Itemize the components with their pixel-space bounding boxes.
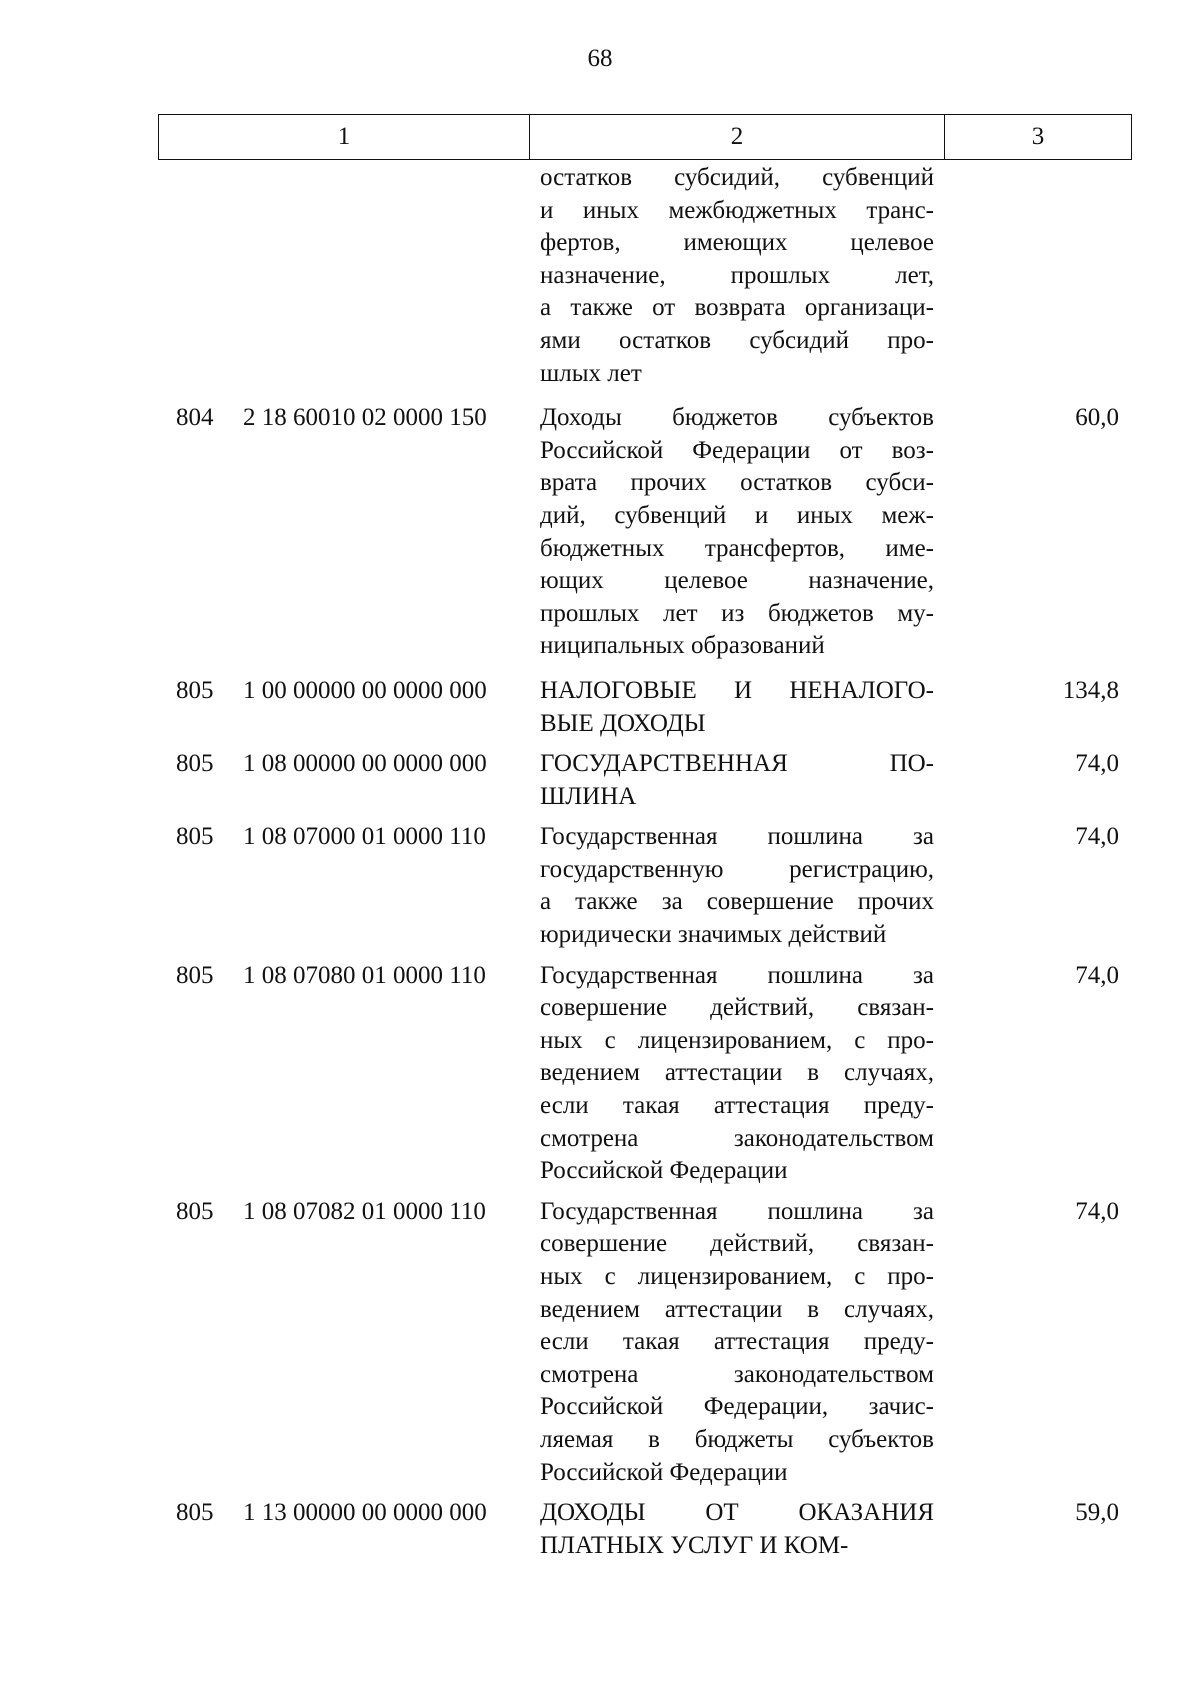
income-name-line: смотрена законодательством	[540, 1124, 934, 1152]
income-name-line: ных с лицензированием, с про-	[540, 1263, 934, 1290]
budget-classification-code: 2 18 60010 02 0000 150	[243, 404, 487, 432]
amount: 59,0	[1075, 1499, 1119, 1527]
income-name-line: назначение, прошлых лет,	[540, 261, 934, 289]
amount: 74,0	[1075, 750, 1119, 778]
amount: 74,0	[1075, 961, 1119, 989]
income-name-line: совершение действий, связан-	[540, 1230, 934, 1258]
header-col-3: 3	[1031, 123, 1045, 150]
header-col-2: 2	[530, 115, 945, 159]
income-name-line: ных с лицензированием, с про-	[540, 1026, 934, 1054]
page-number: 68	[587, 45, 613, 72]
income-name-line: прошлых лет из бюджетов му-	[540, 599, 934, 627]
income-name-line: врата прочих остатков субси-	[540, 469, 934, 497]
table-row	[0, 1196, 1200, 1489]
income-name-line: ведением аттестации в случаях,	[540, 1295, 934, 1323]
income-name	[540, 675, 934, 740]
income-name-line: ПЛАТНЫХ УСЛУГ И КОМ-	[540, 1531, 849, 1559]
income-name-line: ведением аттестации в случаях,	[540, 1059, 934, 1087]
table-row	[0, 748, 1200, 813]
table-row	[0, 821, 1200, 951]
income-name-line: остатков субсидий, субвенций	[540, 164, 934, 191]
table-row	[0, 675, 1200, 740]
income-name-line: Доходы бюджетов субъектов	[540, 404, 934, 432]
admin-code: 805	[176, 1499, 214, 1527]
income-name-line: ГОСУДАРСТВЕННАЯ ПО-	[540, 750, 934, 778]
income-name-line: дий, субвенций и иных меж-	[540, 501, 934, 529]
table-row	[0, 960, 1200, 1188]
income-name-line: государственную регистрацию,	[540, 855, 934, 883]
income-name-line: юридически значимых действий	[540, 921, 887, 949]
amount: 74,0	[1075, 823, 1119, 851]
budget-classification-code: 1 00 00000 00 0000 000	[243, 676, 487, 704]
income-name-line: шлых лет	[540, 359, 642, 387]
income-name-line: Государственная пошлина за	[540, 823, 934, 851]
income-name	[540, 821, 934, 951]
income-name-line: и иных межбюджетных транс-	[540, 196, 934, 224]
income-name	[540, 748, 934, 813]
admin-code: 805	[176, 961, 214, 989]
income-name-line: бюджетных трансфертов, име-	[540, 534, 934, 562]
income-name-line: ющих целевое назначение,	[540, 567, 934, 595]
income-name-line: Российской Федерации	[540, 1157, 788, 1185]
income-name-line: смотрена законодательством	[540, 1360, 934, 1388]
budget-classification-code: 1 08 00000 00 0000 000	[243, 750, 487, 778]
income-name-line: а также от возврата организаци-	[540, 294, 934, 322]
income-name	[540, 1497, 934, 1562]
amount: 134,8	[1062, 676, 1119, 704]
income-name-line: Российской Федерации, зачис-	[540, 1393, 934, 1421]
admin-code: 805	[176, 750, 214, 778]
admin-code: 804	[176, 404, 214, 432]
table-row	[0, 402, 1200, 663]
income-name	[540, 402, 934, 663]
income-name-line: ВЫЕ ДОХОДЫ	[540, 709, 706, 737]
table-header	[158, 114, 1132, 160]
income-name-line: ШЛИНА	[540, 782, 637, 810]
income-name-line: ДОХОДЫ ОТ ОКАЗАНИЯ	[540, 1499, 934, 1527]
income-name-line: Государственная пошлина за	[540, 1197, 934, 1225]
income-name-line: если такая аттестация преду-	[540, 1092, 934, 1120]
income-name-line: ниципальных образований	[540, 632, 825, 660]
table-row	[0, 1497, 1200, 1562]
admin-code: 805	[176, 676, 214, 704]
income-name-line: Государственная пошлина за	[540, 961, 934, 989]
budget-classification-code: 1 08 07080 01 0000 110	[243, 961, 486, 989]
income-name-line: ями остатков субсидий про-	[540, 326, 934, 354]
amount: 60,0	[1075, 404, 1119, 432]
income-name	[540, 1196, 934, 1489]
admin-code: 805	[176, 823, 214, 851]
amount: 74,0	[1075, 1197, 1119, 1225]
income-name-line: фертов, имеющих целевое	[540, 229, 934, 257]
income-name-line: НАЛОГОВЫЕ И НЕНАЛОГО-	[540, 676, 934, 704]
income-name-line: Российской Федерации	[540, 1458, 788, 1486]
income-name-line: если такая аттестация преду-	[540, 1328, 934, 1356]
header-col-1: 1	[159, 115, 530, 159]
income-name-line: совершение действий, связан-	[540, 994, 934, 1022]
income-name-line: а также за совершение прочих	[540, 888, 934, 916]
admin-code: 805	[176, 1197, 214, 1225]
table-row	[0, 162, 1200, 390]
table-body	[0, 162, 1200, 1562]
budget-classification-code: 1 13 00000 00 0000 000	[243, 1499, 487, 1527]
budget-classification-code: 1 08 07000 01 0000 110	[243, 823, 486, 851]
income-name-line: Российской Федерации от воз-	[540, 436, 934, 464]
income-name	[540, 162, 934, 390]
budget-classification-code: 1 08 07082 01 0000 110	[243, 1197, 486, 1225]
income-name-line: ляемая в бюджеты субъектов	[540, 1425, 934, 1453]
income-name	[540, 960, 934, 1188]
